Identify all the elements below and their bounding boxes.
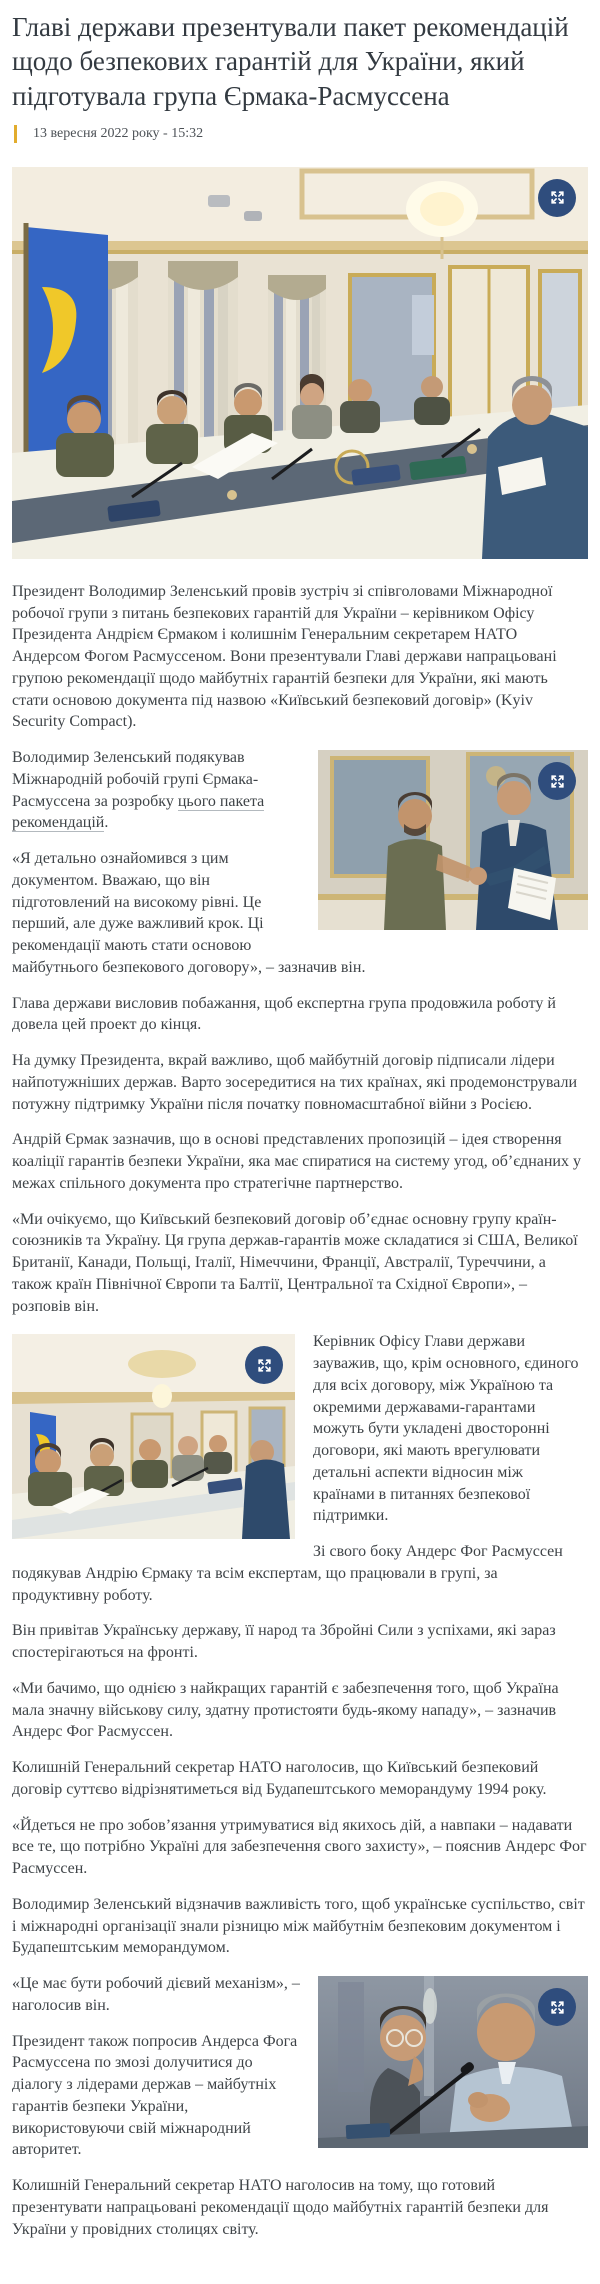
meeting-hall-illustration: [12, 167, 588, 559]
date-accent-bar: [14, 125, 17, 143]
paragraph: «Йдеться не про зобов’язання утримуватися від якихось дій, а навпаки – надавати все те, що потрібно Україні для забезпечення свого захисту», – пояснив Андерс Фог Расмуссен.: [12, 1816, 587, 1878]
expand-icon: [549, 773, 566, 790]
publish-date: 13 вересня 2022 року - 15:32: [33, 125, 204, 141]
paragraph: Президент також попросив Андерса Фога Расмуссена по змозі долучитися до діалогу з лідерами держав – майбутніх гарантів безпеки України, використовуючи свій міжнародний авторитет.: [12, 2032, 298, 2159]
paragraph-text: Володимир Зеленський подякував Міжнародній робочій групі Єрмака-Расмуссена за розробку: [12, 749, 259, 810]
expand-icon: [549, 1999, 566, 2016]
paragraph: Колишній Генеральний секретар НАТО наголосив, що Київський безпековий договір суттєво відрізнятиметься від Будапештського меморандуму 1994 року.: [12, 1759, 547, 1798]
paragraph: Володимир Зеленський відзначив важливість того, щоб українське суспільство, світ і міжнародні організації знали різницю між майбутнім безпековим документом і Будапештським меморандумом.: [12, 1895, 585, 1957]
paragraph: «Ми очікуємо, що Київський безпековий договір об’єднає основну групу країн-союзників та Україну. Ця група держав-гарантів може складатися зі США, Великої Британії, Канади, Польщі, Італії, Німеччини, Франції, Австралії, Туреччини, а також країн Північної Європи та Балтії, Центральної та Східної Європи», – розповів він.: [12, 1210, 578, 1315]
paragraph: Колишній Генеральний секретар НАТО наголосив на тому, що готовий презентувати напрацьовані рекомендації щодо майбутніх гарантій безпеки для України у провідних столицях світу.: [12, 2177, 549, 2238]
photo-delegation-table[interactable]: [12, 1334, 295, 1539]
recommendations-package-link[interactable]: цього пакета рекомендацій: [12, 792, 265, 832]
expand-button[interactable]: [538, 1988, 576, 2026]
paragraph: «Це має бути робочий дієвий механізм», – наголосив він.: [12, 1975, 300, 2014]
paragraph: «Я детально ознайомився з цим документом. Вважаю, що він підготовлений на високому рівні. Це перший, але дуже важливий крок. Ці рекомендації мають стати основою майбутнього безпекового договору», – зазначив він.: [12, 850, 366, 976]
paragraph: Він привітав Українську державу, її народ та Збройні Сили з успіхами, які зараз спостерігаються на фронті.: [12, 1622, 556, 1662]
expand-icon: [256, 1357, 273, 1374]
page-title: Главі держави презентували пакет рекомендацій щодо безпекових гарантій для України, який підготувала група Єрмака-Расмуссена: [12, 12, 569, 111]
publish-date-row: [12, 125, 588, 143]
photo-handshake[interactable]: [318, 750, 588, 930]
expand-button[interactable]: [538, 179, 576, 217]
paragraph: Андрій Єрмак зазначив, що в основі представлених пропозицій – ідея створення коаліції гарантів безпеки України, яка має спиратися на систему угод, об’єднаних у межах спільного документа про стратегічне партнерство.: [12, 1131, 581, 1192]
main-photo-meeting-hall[interactable]: [12, 167, 588, 559]
photo-rasmussen-speaking[interactable]: [318, 1976, 588, 2148]
expand-button[interactable]: [538, 762, 576, 800]
paragraph-text: .: [104, 814, 109, 832]
paragraph: Глава держави висловив побажання, щоб експертна група продовжила роботу й довела цей проект до кінця.: [12, 994, 556, 1034]
paragraph: На думку Президента, вкрай важливо, щоб майбутній договір підписали лідери найпотужніших держав. Варто зосередитися на тих країнах, які продемонстрували потужну підтримку України після початку повномасштабної війни з Росією.: [12, 1052, 578, 1113]
paragraph: «Ми бачимо, що однією з найкращих гарантій є забезпечення того, щоб Україна мала значну військову силу, здатну протистояти будь-якому нападу», – зазначив Андерс Фог Расмуссен.: [12, 1679, 559, 1741]
expand-icon: [549, 189, 566, 206]
paragraph: Керівник Офісу Глави держави зауважив, що, крім основного, єдиного для всіх договору, між Україною та окремими державами-гарантами можуть бути укладені двосторонні договори, які мають врегулювати детальні аспекти відносин між країнами в питаннях безпекової підтримки.: [313, 1333, 579, 1525]
paragraph: Президент Володимир Зеленський провів зустріч зі співголовами Міжнародної робочої групи з питань безпекових гарантій для України – керівником Офісу Президента Андрієм Єрмаком і колишнім Генеральним секретарем НАТО Андерсом Фогом Расмуссеном. Вони презентували Главі держави напрацьовані групою рекомендації щодо майбутніх гарантій безпеки для України, які мають стати основою документа під назвою «Київський безпековий договір» (Kyiv Security Compact).: [12, 582, 557, 731]
paragraph: Зі свого боку Андерс Фог Расмуссен подякував Андрію Єрмаку та всім експертам, що працювали в групі, за продуктивну роботу.: [12, 1543, 563, 1604]
